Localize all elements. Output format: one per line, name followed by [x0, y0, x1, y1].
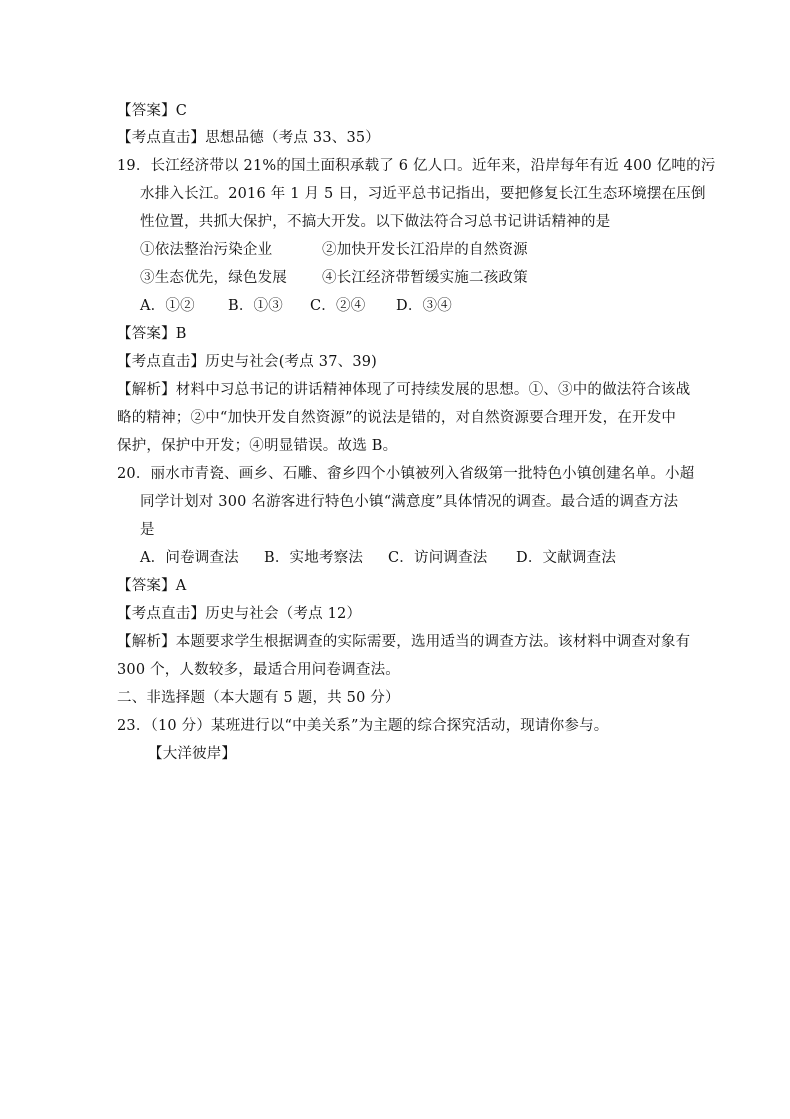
q20-option-b: B．实地考察法 — [264, 550, 364, 566]
q19-option-a: A．①② — [140, 298, 195, 314]
q19-item-2: ②加快开发长江沿岸的自然资源 — [322, 242, 528, 258]
q20-answer: 【答案】A — [117, 578, 187, 594]
kaodian-1: 【考点直击】思想品德（考点 33、35） — [117, 130, 381, 146]
q23-stem: 23．（10 分）某班进行以“中美关系”为主题的综合探究活动，现请你参与。 — [117, 718, 609, 734]
q20-options — [140, 548, 616, 568]
q19-options — [140, 296, 452, 316]
q19-item-3: ③生态优先，绿色发展 — [140, 270, 287, 286]
q19-option-c: C．②④ — [310, 298, 366, 314]
q20-kaodian: 【考点直击】历史与社会（考点 12） — [117, 606, 362, 622]
q19-jiexi-line2: 略的精神；②中“加快开发自然资源”的说法是错的，对自然资源要合理开发，在开发中 — [117, 410, 677, 426]
q19-item-4: ④长江经济带暂缓实施二孩政策 — [322, 270, 528, 286]
q19-jiexi-line1: 【解析】材料中习总书记的讲话精神体现了可持续发展的思想。①、③中的做法符合该战 — [117, 382, 691, 398]
q19-stem-line1: 19．长江经济带以 21%的国土面积承载了 6 亿人口。近年来，沿岸每年有近 400 亿吨的污 — [117, 158, 716, 174]
q19-option-d: D．③④ — [396, 298, 452, 314]
q19-items-row1 — [140, 240, 528, 260]
q20-stem-line1: 20．丽水市青瓷、画乡、石雕、畲乡四个小镇被列入省级第一批特色小镇创建名单。小超 — [117, 466, 695, 482]
q19-stem-line2: 水排入长江。2016 年 1 月 5 日，习近平总书记指出，要把修复长江生态环境摆在压倒 — [140, 186, 706, 202]
q20-stem-line2: 同学计划对 300 名游客进行特色小镇“满意度”具体情况的调查。最合适的调查方法 — [140, 494, 679, 510]
answer-c: 【答案】C — [117, 103, 188, 119]
q20-stem-line3: 是 — [140, 522, 155, 538]
q20-jiexi-line1: 【解析】本题要求学生根据调查的实际需要，选用适当的调查方法。该材料中调查对象有 — [117, 634, 691, 650]
q19-jiexi-line3: 保护，保护中开发；④明显错误。故选 B。 — [117, 438, 398, 454]
q20-option-a: A．问卷调查法 — [140, 550, 239, 566]
q20-option-c: C．访问调查法 — [388, 550, 488, 566]
q19-items-row2 — [140, 268, 528, 288]
section-heading: 二、非选择题（本大题有 5 题，共 50 分） — [117, 690, 400, 706]
q23-subheading: 【大洋彼岸】 — [148, 746, 237, 762]
q20-jiexi-line2: 300 个，人数较多，最适合用问卷调查法。 — [117, 662, 400, 678]
q19-answer: 【答案】B — [117, 326, 187, 342]
q19-option-b: B．①③ — [228, 298, 283, 314]
q19-stem-line3: 性位置，共抓大保护，不搞大开发。以下做法符合习总书记讲话精神的是 — [140, 214, 611, 230]
q20-option-d: D．文献调查法 — [516, 550, 617, 566]
q19-kaodian: 【考点直击】历史与社会(考点 37、39) — [117, 354, 378, 370]
q19-item-1: ①依法整治污染企业 — [140, 242, 273, 258]
